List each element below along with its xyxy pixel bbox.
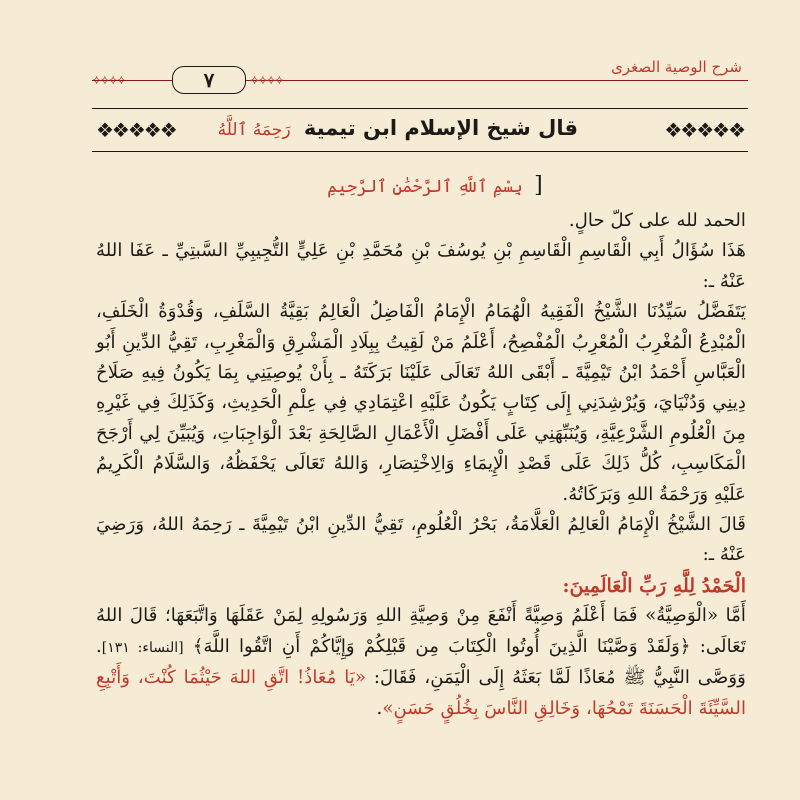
running-header (92, 56, 748, 96)
header-ornament-right: ⟡⟡⟡⟡ (250, 72, 284, 88)
basmala (260, 173, 610, 198)
banner-rule-bottom (92, 151, 748, 152)
quran-verse: ﴿وَلَقَدْ وَصَّيْنَا الَّذِينَ أُوتُوا الْكِتَابَ مِن قَبْلِكُمْ وَإِيَّاكُمْ أَنِ اتَّقُوا اللَّهَ﴾ (192, 635, 691, 657)
page-number: ٧ (172, 66, 246, 94)
header-ornament-left: ⟡⟡⟡⟡ (92, 72, 126, 88)
paragraph-question: يَتَفَضَّلُ سَيِّدُنَا الشَّيْخُ الْفَقِيهُ الْهُمَامُ الْإِمَامُ الْفَاضِلُ الْعَالِمُ بَقِيَّةُ السَّلَفِ، وَقُدْوَةُ الْخَلَفِ، الْمُبْدِعُ الْمُغْرِبُ الْمُعْرِبُ الْمُفْصِحُ، أَعْلَمُ مَنْ لَقِيتُ بِبِلَادِ الْمَشْرِقِ وَالْمَغْرِبِ، تَقِيُّ الدِّينِ أَبُو الْعَبَّاسِ أَحْمَدُ ابْنُ تَيْمِيَّةَ ـ أَبْقَى اللهُ تَعَالَى عَلَيْنَا بَرَكَتَهُ ـ بِأَنْ يُوصِيَنِي بِمَا يَكُونُ فِيهِ صَلَاحُ دِينِي وَدُنْيَايَ، وَيُرْشِدَنِي إِلَى كِتَابٍ يَكُونُ عَلَيْهِ اعْتِمَادِي فِي عِلْمِ الْحَدِيثِ، وَكَذَلِكَ فِي غَيْرِهِ مِنَ الْعُلُومِ الشَّرْعِيَّةِ، وَيُنَبِّهَنِي عَلَى أَفْضَلِ الْأَعْمَالِ الصَّالِحَةِ بَعْدَ الْوَاجِبَاتِ، وَيُبَيِّنَ لِي أَرْجَحَ الْمَكَاسِبِ، كُلُّ ذَلِكَ عَلَى قَصْدِ الْإِيمَاءِ وَالِاخْتِصَارِ، وَاللهُ تَعَالَى يَحْفَظُهُ، وَالسَّلَامُ الْكَرِيمُ عَلَيْهِ وَرَحْمَةُ اللهِ وَبَرَكَاتُهُ. (96, 301, 746, 505)
hadith-quote: «يَا مُعَاذُ! اتَّقِ اللهَ حَيْثُمَا كُنْتَ، وَأَتْبِعِ السَّيِّئَةَ الْحَسَنَةَ تَمْحُهَا، وَخَالِقِ النَّاسَ بِخُلُقٍ حَسَنٍ» (96, 667, 746, 719)
paragraph-answer (96, 601, 746, 724)
basmala-text: بِسْمِ ٱللَّهِ ٱلرَّحْمَٰنِ ٱلرَّحِيمِ (327, 177, 523, 197)
paragraph-answer-intro: قَالَ الشَّيْخُ الْإِمَامُ الْعَالِمُ الْعَلَّامَةُ، بَحْرُ الْعُلُومِ، تَقِيُّ الدِّينِ ابْنُ تَيْمِيَّةَ ـ رَحِمَهُ اللهُ، وَرَضِيَ عَنْهُ ـ: (96, 514, 746, 566)
paragraph-question-intro: هَذَا سُؤَالُ أَبِي الْقَاسِمِ الْقَاسِمِ بْنِ يُوسُفَ بْنِ مُحَمَّدِ بْنِ عَلِيٍّ التُّجِيبِيِّ السَّبتِيِّ ـ عَفَا اللهُ عَنْهُ ـ: (96, 240, 746, 292)
answer-heading: الْحَمْدُ لِلَّهِ رَبِّ الْعَالَمِينَ: (562, 574, 746, 597)
running-title: شرح الوصية الصغرى (611, 58, 742, 76)
body-text (96, 206, 746, 724)
banner-rule-top (92, 108, 748, 109)
banner-honorific: رَحِمَهُ ٱللَّهُ (217, 120, 291, 140)
banner-ornament-left: ❖❖❖❖❖ (96, 118, 176, 142)
banner-title-text: قال شيخ الإسلام ابن تيمية (303, 116, 578, 140)
banner-ornament-right: ❖❖❖❖❖ (664, 118, 744, 142)
chapter-banner (92, 108, 748, 152)
basmala-bracket: [ (534, 173, 543, 198)
verse-reference: [النساء: ١٣١] (101, 639, 184, 656)
banner-title (217, 116, 578, 140)
answer-text-b: . وَوَصَّى النَّبِيُّ ﷺ مُعَاذًا لَمَّا بَعَثَهُ إِلَى الْيَمَنِ، فَقَالَ: (96, 635, 746, 689)
paragraph-hamd: الحمد لله على كلّ حالٍ. (568, 210, 746, 231)
answer-text-a: أَمَّا «الْوَصِيَّةُ» فَمَا أَعْلَمُ وَصِيَّةً أَنْفَعَ مِنْ وَصِيَّةِ اللهِ وَرَسُولِهِ لِمَنْ عَقَلَهَا وَاتَّبَعَهَا؛ قَالَ اللهُ تَعَالَى: (96, 605, 746, 657)
answer-end: . (376, 697, 383, 719)
